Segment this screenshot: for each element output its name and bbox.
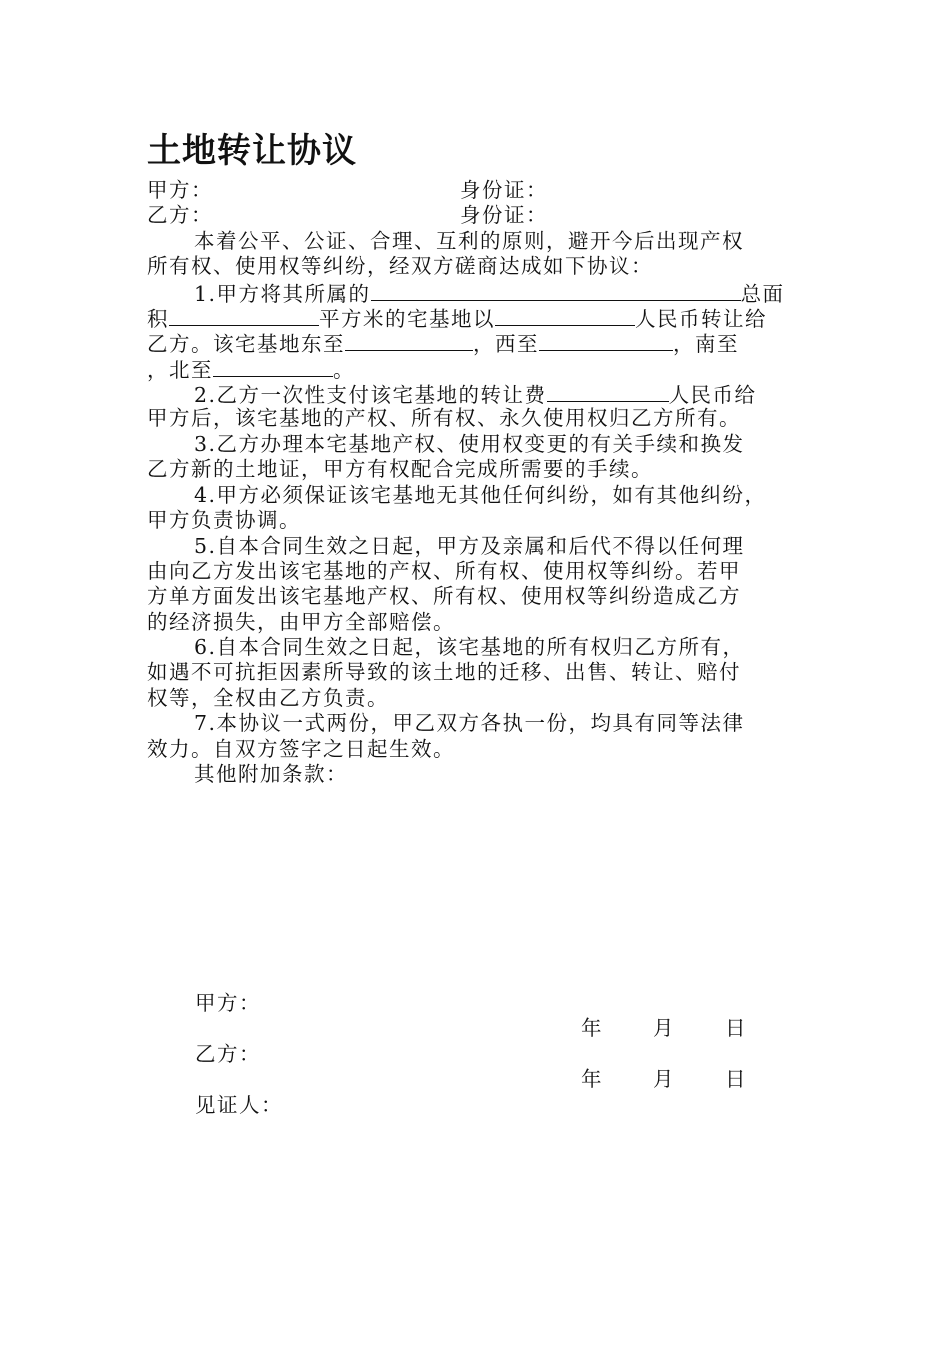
clause-6-line-1: 6.自本合同生效之日起，该宅基地的所有权归乙方所有， bbox=[194, 635, 745, 659]
clause-5-line-3: 方单方面发出该宅基地产权、所有权、使用权等纠纷造成乙方 bbox=[147, 584, 741, 608]
clause-text: 乙方。该宅基地东至 bbox=[147, 332, 345, 356]
clause-6-line-2: 如遇不可抗拒因素所导致的该土地的迁移、出售、转让、赔付 bbox=[147, 660, 741, 684]
east-boundary-blank[interactable] bbox=[345, 330, 473, 351]
intro-line-2: 所有权、使用权等纠纷，经双方磋商达成如下协议： bbox=[147, 254, 653, 278]
clause-text: 2.乙方一次性支付该宅基地的转让费 bbox=[194, 383, 547, 407]
area-blank[interactable] bbox=[169, 305, 319, 326]
party-b-label: 乙方： bbox=[147, 203, 213, 227]
date-day-1: 日 bbox=[725, 1016, 746, 1040]
signature-witness: 见证人： bbox=[195, 1093, 283, 1117]
clause-text: ，北至 bbox=[147, 358, 213, 382]
date-year-2: 年 bbox=[581, 1067, 602, 1091]
land-location-blank[interactable] bbox=[371, 280, 741, 301]
other-terms-label: 其他附加条款： bbox=[194, 762, 348, 786]
clause-5-line-2: 由向乙方发出该宅基地的产权、所有权、使用权等纠纷。若甲 bbox=[147, 559, 741, 583]
clause-6-line-3: 权等，全权由乙方负责。 bbox=[147, 686, 389, 710]
clause-text: 人民币给 bbox=[668, 383, 757, 407]
clause-text: 总面 bbox=[740, 282, 785, 306]
clause-text: 平方米的宅基地以 bbox=[319, 307, 495, 331]
clause-3-line-1: 3.乙方办理本宅基地产权、使用权变更的有关手续和换发 bbox=[194, 432, 745, 456]
price-blank[interactable] bbox=[495, 305, 635, 326]
clause-1-line-1 bbox=[194, 280, 785, 307]
clause-1-line-4 bbox=[147, 356, 355, 383]
north-boundary-blank[interactable] bbox=[213, 356, 333, 377]
intro-line-1: 本着公平、公证、合理、互利的原则，避开今后出现产权 bbox=[194, 229, 744, 253]
clause-2-line-2: 甲方后，该宅基地的产权、所有权、永久使用权归乙方所有。 bbox=[147, 406, 741, 430]
party-b-id-label: 身份证： bbox=[460, 203, 548, 227]
clause-text: 积 bbox=[147, 307, 169, 331]
clause-5-line-4: 的经济损失，由甲方全部赔偿。 bbox=[147, 610, 455, 634]
party-a-id-label: 身份证： bbox=[460, 178, 548, 202]
clause-3-line-2: 乙方新的土地证，甲方有权配合完成所需要的手续。 bbox=[147, 457, 653, 481]
party-a-label: 甲方： bbox=[147, 178, 213, 202]
clause-2-line-1 bbox=[194, 381, 757, 408]
clause-1-line-2 bbox=[147, 305, 767, 332]
date-year-1: 年 bbox=[581, 1016, 602, 1040]
signature-party-a: 甲方： bbox=[195, 991, 261, 1015]
document-title: 土地转让协议 bbox=[147, 131, 357, 171]
clause-text: ，西至 bbox=[473, 332, 539, 356]
clause-text: 1.甲方将其所属的 bbox=[194, 282, 371, 306]
clause-text: 。 bbox=[333, 358, 355, 382]
clause-7-line-2: 效力。自双方签字之日起生效。 bbox=[147, 737, 455, 761]
clause-text: 人民币转让给 bbox=[635, 307, 767, 331]
clause-1-line-3 bbox=[147, 330, 739, 357]
signature-party-b: 乙方： bbox=[195, 1042, 261, 1066]
date-month-2: 月 bbox=[653, 1067, 674, 1091]
clause-text: ，南至 bbox=[673, 332, 739, 356]
date-month-1: 月 bbox=[653, 1016, 674, 1040]
west-boundary-blank[interactable] bbox=[539, 330, 673, 351]
clause-4-line-1: 4.甲方必须保证该宅基地无其他任何纠纷，如有其他纠纷， bbox=[194, 483, 767, 507]
clause-4-line-2: 甲方负责协调。 bbox=[147, 508, 301, 532]
date-day-2: 日 bbox=[725, 1067, 746, 1091]
clause-7-line-1: 7.本协议一式两份，甲乙双方各执一份，均具有同等法律 bbox=[194, 711, 745, 735]
transfer-fee-blank[interactable] bbox=[547, 381, 669, 402]
clause-5-line-1: 5.自本合同生效之日起，甲方及亲属和后代不得以任何理 bbox=[194, 534, 745, 558]
